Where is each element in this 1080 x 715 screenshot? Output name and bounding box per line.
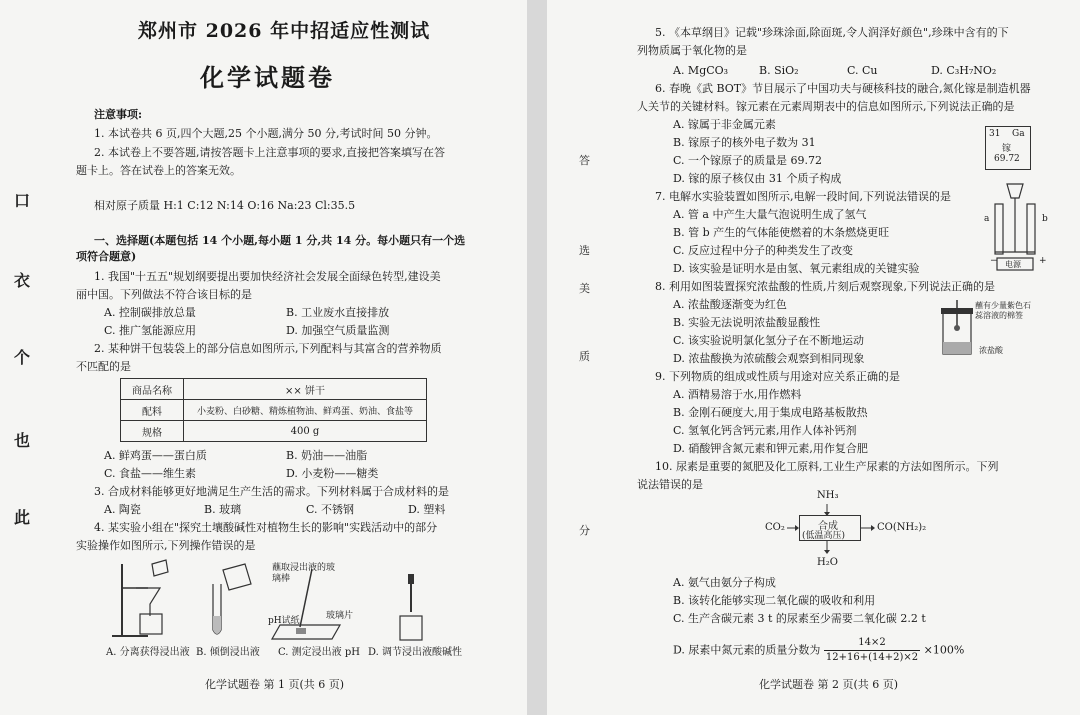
question-6: 6. 春晚《武 BOT》节目展示了中国功夫与硬核科技的融合,氮化镓是制造机器 bbox=[655, 82, 1031, 95]
option: D. C₃H₇NO₂ bbox=[931, 64, 997, 77]
option-d-suffix: ×100% bbox=[923, 643, 965, 657]
option: A. 鲜鸡蛋——蛋白质 bbox=[104, 449, 207, 462]
option: B. 倾倒浸出液 bbox=[196, 647, 260, 658]
margin-char: 分 bbox=[579, 524, 590, 537]
question-10-cont: 说法错误的是 bbox=[637, 478, 703, 491]
option: D. 加强空气质量监测 bbox=[286, 324, 390, 337]
option: D. 硝酸钾含氮元素和钾元素,用作复合肥 bbox=[673, 442, 868, 455]
option: A. 氨气由氨分子构成 bbox=[673, 576, 776, 589]
option: B. 奶油——油脂 bbox=[286, 449, 368, 462]
table-cell: 商品名称 bbox=[121, 379, 184, 400]
hcl-figure bbox=[937, 298, 977, 360]
filtration-figure bbox=[108, 558, 188, 640]
option: B. SiO₂ bbox=[759, 64, 799, 77]
glass-plate-label: 玻璃片 bbox=[326, 611, 354, 621]
margin-char: 此 bbox=[14, 508, 31, 527]
section-heading-cont: 项符合题意) bbox=[76, 250, 137, 263]
option: C. 该实验说明氯化氢分子在不断地运动 bbox=[673, 334, 865, 347]
table-cell: 规格 bbox=[121, 421, 184, 442]
fraction-denominator: 12+16+(14+2)×2 bbox=[825, 652, 919, 663]
option: A. 镓属于非金属元素 bbox=[673, 118, 776, 131]
rod-label: 蘸取浸出液的玻璃棒 bbox=[272, 563, 336, 584]
option: C. 氢氧化钙含钙元素,用作人体补钙剂 bbox=[673, 424, 857, 437]
notice-1: 1. 本试卷共 6 页,四个大题,25 个小题,满分 50 分,考试时间 50 分钟。 bbox=[94, 127, 438, 140]
option: C. Cu bbox=[847, 64, 878, 77]
option-d-prefix: D. 尿素中氮元素的质量分数为 bbox=[673, 643, 821, 657]
power-label: 电源 bbox=[1005, 260, 1021, 269]
mass-fraction bbox=[824, 636, 920, 665]
option: B. 镓原子的核外电子数为 31 bbox=[673, 136, 816, 149]
section-heading: 一、选择题(本题包括 14 个小题,每小题 1 分,共 14 分。每小题只有一个选 bbox=[94, 234, 466, 247]
question-3: 3. 合成材料能够更好地满足生产生活的需求。下列材料属于合成材料的是 bbox=[94, 485, 449, 498]
exam-subtitle: 化学试题卷 bbox=[200, 63, 335, 92]
table-cell: 配料 bbox=[121, 400, 184, 421]
table-cell: 400 g bbox=[184, 421, 427, 442]
nutrition-table bbox=[120, 378, 427, 442]
option: C. 测定浸出液 pH bbox=[278, 647, 360, 658]
element-symbol: Ga bbox=[1012, 129, 1025, 139]
margin-char: 个 bbox=[14, 348, 31, 367]
question-4: 4. 某实验小组在"探究土壤酸碱性对植物生长的影响"实践活动中的部分 bbox=[94, 521, 438, 534]
option: D. 塑料 bbox=[408, 503, 446, 516]
cotton-label-2: 蕊溶液的棉签 bbox=[975, 311, 1023, 320]
margin-char: 选 bbox=[579, 244, 590, 257]
question-8: 8. 利用如图装置探究浓盐酸的性质,片刻后观察现象,下列说法正确的是 bbox=[655, 280, 995, 293]
question-1-cont: 丽中国。下列做法不符合该目标的是 bbox=[76, 288, 252, 301]
gallium-element-card bbox=[985, 126, 1031, 170]
table-cell: 小麦粉、白砂糖、精炼植物油、鲜鸡蛋、奶油、食盐等 bbox=[184, 400, 427, 421]
question-2-cont: 不匹配的是 bbox=[76, 360, 131, 373]
margin-char: 质 bbox=[579, 350, 590, 363]
option: C. 食盐——维生素 bbox=[104, 467, 197, 480]
option: A. 分离获得浸出液 bbox=[106, 647, 190, 658]
option: D. 该实验是证明水是由氢、氧元素组成的关键实验 bbox=[673, 262, 920, 275]
notice-heading: 注意事项: bbox=[94, 108, 143, 121]
flow-input-left: CO₂ bbox=[765, 522, 785, 533]
question-7: 7. 电解水实验装置如图所示,电解一段时间,下列说法错误的是 bbox=[655, 190, 951, 203]
flow-output-bottom: H₂O bbox=[817, 557, 838, 568]
fraction-numerator: 14×2 bbox=[824, 636, 920, 651]
option: D. 调节浸出液酸碱性 bbox=[368, 647, 463, 658]
option: B. 工业废水直接排放 bbox=[286, 306, 390, 319]
table-cell: ×× 饼干 bbox=[184, 379, 427, 400]
table-row bbox=[121, 379, 427, 400]
option: D. 浓盐酸换为浓硫酸会观察到相同现象 bbox=[673, 352, 865, 365]
question-2: 2. 某种饼干包装袋上的部分信息如图所示,下列配料与其富含的营养物质 bbox=[94, 342, 442, 355]
ph-paper-label: pH试纸 bbox=[268, 616, 300, 626]
page-footer: 化学试题卷 第 2 页(共 6 页) bbox=[759, 678, 899, 691]
option: C. 不锈钢 bbox=[306, 503, 355, 516]
tube-b-label: b bbox=[1042, 214, 1048, 224]
question-5: 5. 《本草纲目》记载"珍珠涂面,除面斑,令人润泽好颜色",珍珠中含有的下 bbox=[655, 26, 1009, 39]
option: D. 小麦粉——糖类 bbox=[286, 467, 379, 480]
option: C. 生产含碳元素 3 t 的尿素至少需要二氧化碳 2.2 t bbox=[673, 612, 926, 625]
table-row bbox=[121, 400, 427, 421]
exam-page-1 bbox=[0, 0, 527, 715]
notice-2-cont: 题卡上。答在试卷上的答案无效。 bbox=[76, 164, 241, 177]
option: C. 一个镓原子的质量是 69.72 bbox=[673, 154, 823, 167]
option: B. 管 b 产生的气体能使燃着的木条燃烧更旺 bbox=[673, 226, 890, 239]
notice-2: 2. 本试卷上不要答题,请按答题卡上注意事项的要求,直接把答案填写在答 bbox=[94, 146, 445, 159]
hcl-label: 浓盐酸 bbox=[979, 346, 1003, 355]
cotton-label-1: 蘸有少量紫色石 bbox=[975, 301, 1031, 310]
option: A. 浓盐酸逐渐变为红色 bbox=[673, 298, 787, 311]
pouring-figure bbox=[205, 560, 260, 642]
margin-char: 口 bbox=[14, 191, 31, 210]
atomic-mass: 相对原子质量 H:1 C:12 N:14 O:16 Na:23 Cl:35.5 bbox=[94, 199, 356, 212]
flow-output-right: CO(NH₂)₂ bbox=[877, 522, 927, 533]
question-1: 1. 我国"十五五"规划纲要提出要加快经济社会发展全面绿色转型,建设美 bbox=[94, 270, 441, 283]
atomic-mass: 69.72 bbox=[994, 154, 1020, 164]
flow-input-top: NH₃ bbox=[817, 490, 839, 501]
option: A. 陶瓷 bbox=[104, 503, 141, 516]
flow-box-line1: 合成 bbox=[818, 521, 838, 532]
exam-title: 郑州市 2026 年中招适应性测试 bbox=[138, 20, 431, 42]
page-footer: 化学试题卷 第 1 页(共 6 页) bbox=[205, 678, 345, 691]
minus-label: − bbox=[990, 256, 998, 266]
flow-box-line2: (低温高压) bbox=[802, 531, 846, 541]
tube-a-label: a bbox=[984, 214, 990, 224]
element-name: 镓 bbox=[1002, 144, 1012, 154]
option-d-formula bbox=[673, 636, 964, 665]
question-10: 10. 尿素是重要的氮肥及化工原料,工业生产尿素的方法如图所示。下列 bbox=[655, 460, 999, 473]
atomic-number: 31 bbox=[989, 129, 1001, 139]
option: A. MgCO₃ bbox=[673, 64, 729, 77]
option: D. 镓的原子核仅由 31 个质子构成 bbox=[673, 172, 842, 185]
question-5-cont: 列物质属于氧化物的是 bbox=[637, 44, 747, 57]
question-4-cont: 实验操作如图所示,下列操作错误的是 bbox=[76, 539, 256, 552]
option: A. 控制碳排放总量 bbox=[104, 306, 196, 319]
option: C. 推广氢能源应用 bbox=[104, 324, 197, 337]
margin-char: 美 bbox=[579, 282, 590, 295]
page-gutter bbox=[527, 0, 547, 715]
flow-reaction-box bbox=[799, 515, 861, 541]
option: B. 金刚石硬度大,用于集成电路基板散热 bbox=[673, 406, 868, 419]
dropper-figure bbox=[398, 572, 438, 644]
option: A. 管 a 中产生大量气泡说明生成了氢气 bbox=[673, 208, 867, 221]
margin-char: 衣 bbox=[14, 271, 31, 290]
exam-page-2 bbox=[547, 0, 1080, 715]
plus-label: + bbox=[1039, 256, 1047, 266]
margin-char: 答 bbox=[579, 154, 590, 167]
option: B. 玻璃 bbox=[204, 503, 242, 516]
margin-char: 也 bbox=[14, 431, 31, 450]
question-6-cont: 人关节的关键材料。镓元素在元素周期表中的信息如图所示,下列说法正确的是 bbox=[637, 100, 1015, 113]
option: A. 酒精易溶于水,用作燃料 bbox=[673, 388, 802, 401]
option: B. 实验无法说明浓盐酸显酸性 bbox=[673, 316, 821, 329]
option: C. 反应过程中分子的种类发生了改变 bbox=[673, 244, 854, 257]
option: B. 该转化能够实现二氧化碳的吸收和利用 bbox=[673, 594, 876, 607]
question-9: 9. 下列物质的组成或性质与用途对应关系正确的是 bbox=[655, 370, 900, 383]
table-row bbox=[121, 421, 427, 442]
